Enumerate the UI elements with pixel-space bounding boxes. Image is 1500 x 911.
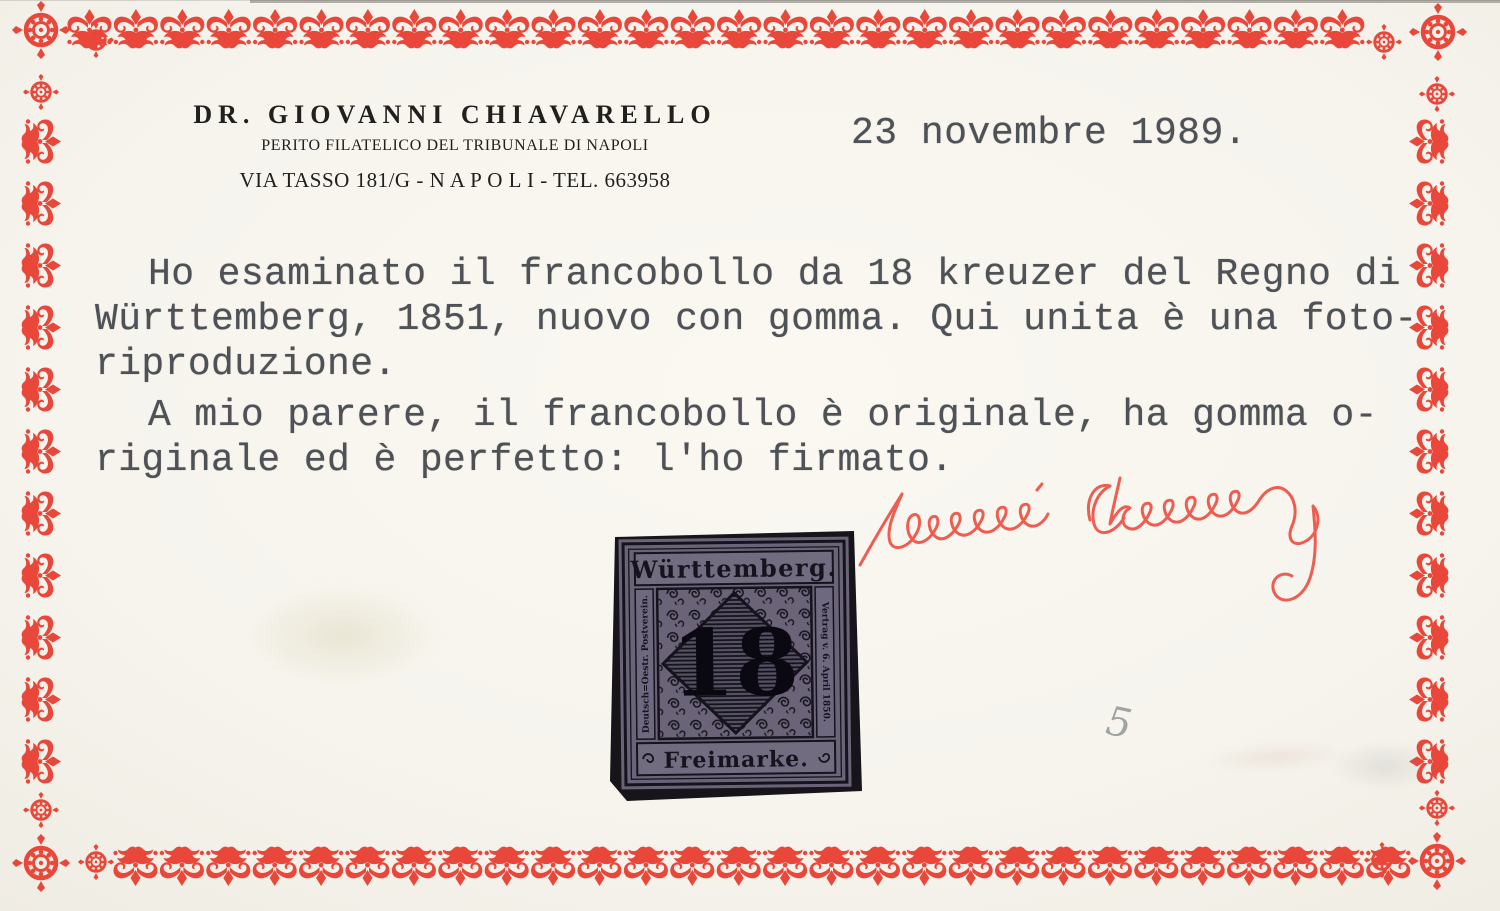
body-line: riproduzione. <box>95 343 397 386</box>
signature-giovanni-chiavarello <box>852 458 1332 628</box>
border-top-strip <box>67 9 1364 48</box>
body-line: Ho esaminato il francobollo da 18 kreuzer del Regno di <box>148 253 1401 296</box>
wuerttemberg-stamp <box>618 537 851 790</box>
paper-stain <box>245 585 440 685</box>
stamp-bottom-label: Freimarke. <box>663 746 809 774</box>
expert-address: VIA TASSO 181/G - N A P O L I - TEL. 663958 <box>239 168 671 192</box>
paper-smudge <box>1330 742 1440 790</box>
expert-title: PERITO FILATELICO DEL TRIBUNALE DI NAPOLI <box>261 137 649 154</box>
certificate-body <box>95 252 1455 483</box>
certificate-date: 23 novembre 1989. <box>851 112 1248 155</box>
stamp-right-inscription: Vertrag v. 6. April 1850. <box>819 601 831 722</box>
stamp-country-name: Württemberg. <box>630 552 838 585</box>
body-line: Württemberg, 1851, nuovo con gomma. Qui unita è una foto- <box>95 298 1418 341</box>
border-bottom-strip <box>113 847 1410 886</box>
expert-name: DR. GIOVANNI CHIAVARELLO <box>193 100 717 129</box>
body-line: A mio parere, il francobollo è originale, ha gomma o- <box>148 394 1378 437</box>
letterhead <box>165 100 745 193</box>
stamp-left-inscription: Deutsch=Oestr. Postverein. <box>640 594 652 734</box>
border-left-strip <box>22 119 61 783</box>
scan-edge-shadow <box>250 0 1500 3</box>
stamp-denomination: 18 <box>670 608 800 718</box>
body-line: riginale ed è perfetto: l'ho firmato. <box>95 439 954 482</box>
stamp-photoreproduction <box>610 531 862 801</box>
pencil-mark: 5 <box>1098 698 1140 748</box>
